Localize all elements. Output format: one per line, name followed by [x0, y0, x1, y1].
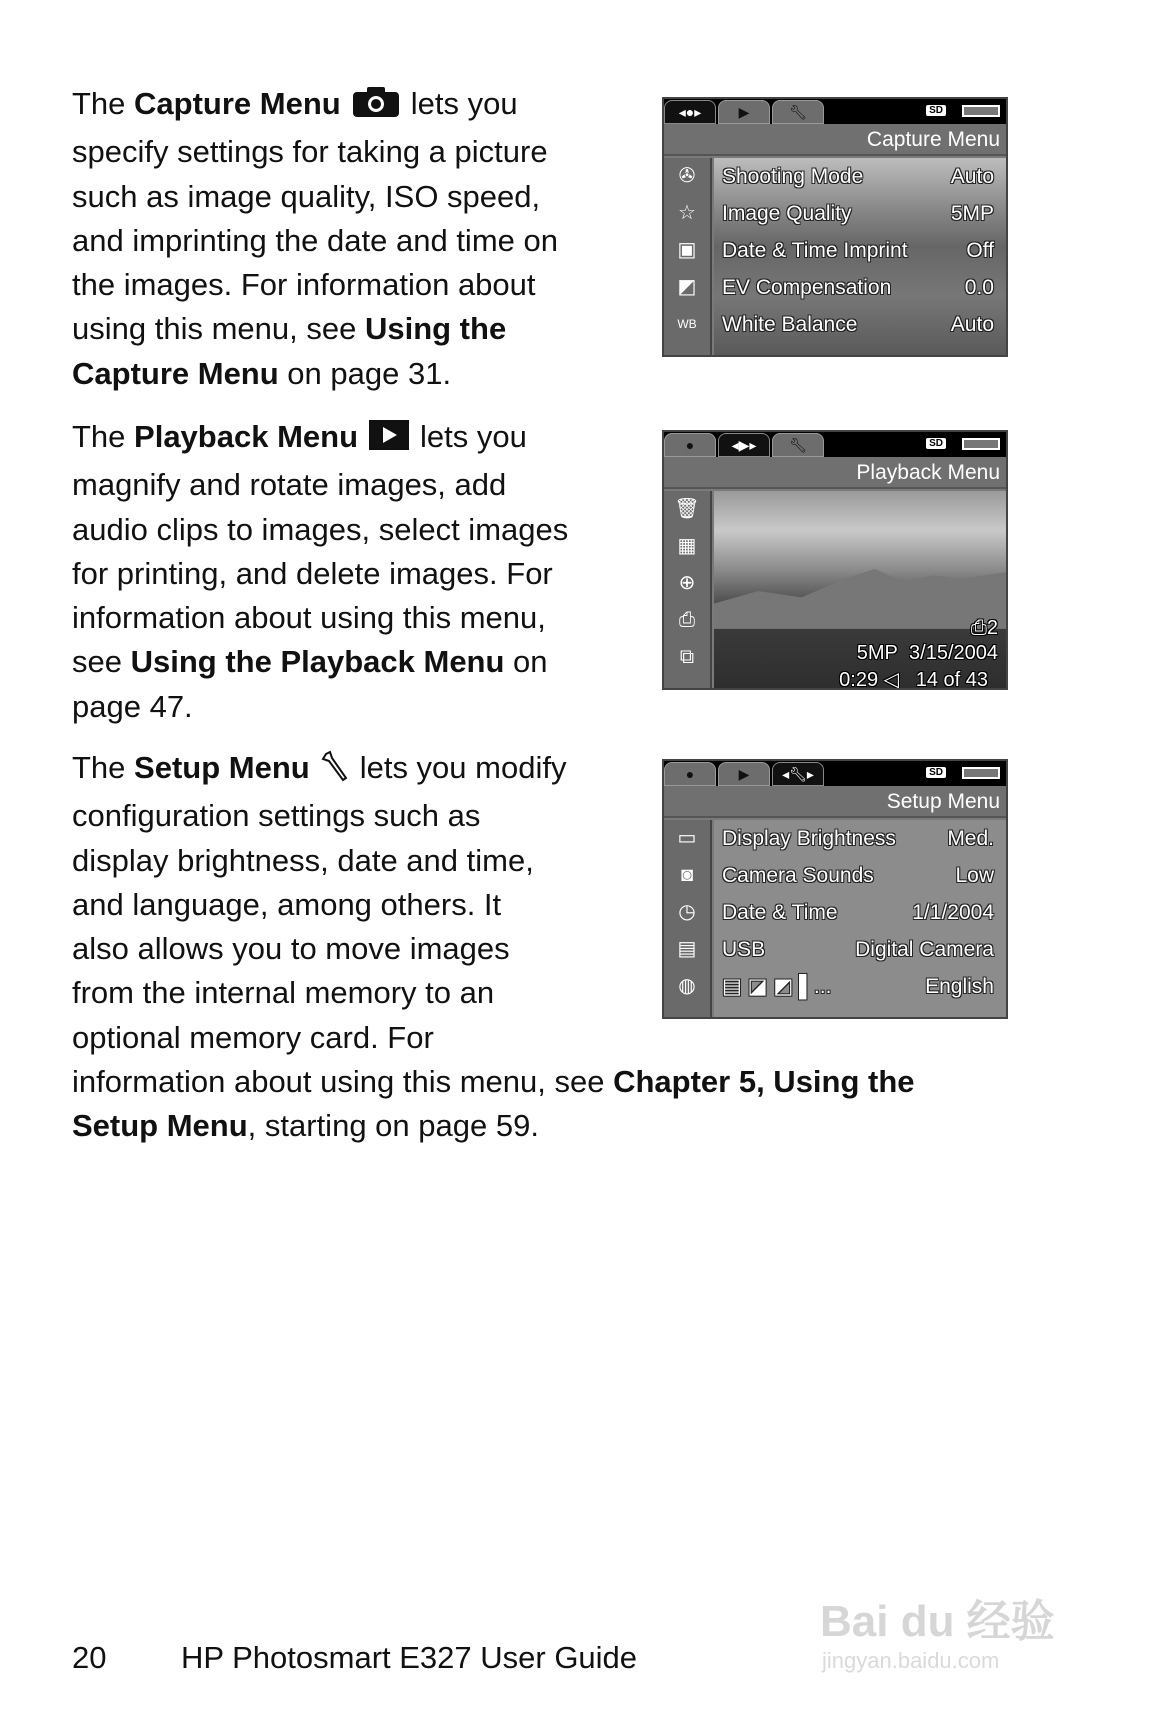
- menu-item[interactable]: [714, 195, 1006, 232]
- sd-card-icon: SD: [926, 438, 946, 449]
- bold-reference: Capture Menu: [72, 355, 279, 391]
- battery-icon: [962, 767, 1000, 779]
- text-line: [72, 1060, 915, 1104]
- menu-item[interactable]: [714, 857, 1006, 894]
- text-line: [72, 685, 568, 729]
- text-run: configuration settings such as: [72, 798, 481, 834]
- thumbnails-icon: ▦: [677, 535, 697, 557]
- text-run: using this menu, see: [72, 311, 365, 347]
- wb-icon: WB: [677, 317, 697, 331]
- text-run: optional memory card. For: [72, 1019, 434, 1055]
- menu-item-value: Digital Camera: [855, 938, 994, 961]
- text-line: [72, 552, 568, 596]
- menu-item[interactable]: [714, 306, 1006, 343]
- play-icon: [368, 419, 410, 463]
- text-run: specify settings for taking a picture: [72, 134, 548, 170]
- document-title: HP Photosmart E327 User Guide: [181, 1640, 638, 1675]
- date-imprint-icon: ▣: [677, 239, 697, 261]
- menu-title: Setup Menu: [664, 786, 1006, 818]
- trash-icon: 🗑︎: [674, 498, 700, 520]
- text-run: lets you modify: [359, 750, 567, 785]
- text-run: lets you: [410, 86, 518, 121]
- text-run: also allows you to move images: [72, 931, 510, 967]
- watermark-logo: Bai du 经验: [820, 1597, 1055, 1646]
- text-run: information about using this menu,: [72, 600, 546, 636]
- menu-item-value: 5MP: [950, 202, 994, 225]
- sd-card-icon: SD: [926, 105, 946, 116]
- text-line: [72, 1104, 915, 1148]
- menu-item-value: Off: [966, 239, 994, 262]
- text-run: the images. For information about: [72, 267, 536, 303]
- rotate-icon: ⧉: [679, 646, 695, 668]
- text-run: from the internal memory to an: [72, 975, 495, 1011]
- camera-icon: [351, 86, 401, 130]
- text-line: [72, 352, 558, 396]
- print-icon: ⎙: [679, 609, 695, 631]
- image-date: 3/15/2004: [909, 642, 998, 664]
- text-line: [72, 463, 568, 507]
- menu-item-label: Shooting Mode: [722, 165, 864, 188]
- globe-icon: ◍: [678, 975, 696, 997]
- menu-item-label: Camera Sounds: [722, 864, 874, 887]
- bold-reference: Playback Menu: [134, 419, 359, 454]
- text-run: on page 31.: [278, 355, 452, 391]
- capture-menu-screen: [662, 97, 1008, 357]
- image-counter: 14 of 43: [915, 669, 988, 690]
- text-line: [72, 219, 558, 263]
- menu-item-value: 1/1/2004: [912, 901, 994, 924]
- text-line: [72, 82, 558, 130]
- setup-tab-icon: 🔧︎: [772, 100, 824, 124]
- brightness-icon: ▭: [677, 827, 697, 849]
- setup-menu-screen: [662, 759, 1008, 1019]
- sd-card-icon: SD: [926, 767, 946, 778]
- playback-menu-screen: [662, 430, 1008, 690]
- menu-item[interactable]: [714, 931, 1006, 968]
- capture-tab-icon: ◂●▸: [664, 100, 716, 124]
- menu-item-value: 0.0: [964, 276, 994, 299]
- menu-item-label: Date & Time: [722, 901, 838, 924]
- photo-preview: [714, 491, 1006, 688]
- playback-menu-paragraph: [72, 415, 568, 729]
- bold-reference: Setup Menu: [134, 750, 310, 785]
- text-run: , starting on page 59.: [247, 1108, 539, 1144]
- menu-item-value: Auto: [950, 165, 994, 188]
- text-line: [72, 1016, 915, 1060]
- text-run: page 47.: [72, 688, 193, 724]
- image-quality: 5MP: [856, 642, 898, 664]
- text-run: such as image quality, ISO speed,: [72, 178, 541, 214]
- menu-item[interactable]: [714, 232, 1006, 269]
- playback-tab-icon: ▶: [718, 100, 770, 124]
- page-number: 20: [72, 1640, 107, 1675]
- shooting-mode-icon: ✇: [678, 165, 696, 187]
- text-line: [72, 596, 568, 640]
- ev-icon: ◩: [677, 276, 697, 298]
- menu-item[interactable]: [714, 894, 1006, 931]
- text-run: The: [72, 419, 135, 454]
- menu-item[interactable]: [714, 968, 1006, 1005]
- text-run: audio clips to images, select images: [72, 511, 569, 547]
- audio-length: 0:29: [839, 669, 879, 690]
- menu-title: Playback Menu: [664, 457, 1006, 489]
- text-run: The: [72, 86, 135, 121]
- text-run: lets you: [420, 419, 527, 454]
- text-line: [72, 130, 558, 174]
- text-run: and imprinting the date and time on: [72, 222, 558, 258]
- battery-icon: [962, 105, 1000, 117]
- capture-tab-icon: ●: [664, 433, 716, 457]
- text-run: on: [504, 644, 548, 680]
- bold-reference: Chapter 5, Using the: [613, 1064, 915, 1100]
- text-run: for printing, and delete images. For: [72, 555, 553, 591]
- date-time-icon: ◷: [678, 901, 696, 923]
- bold-reference: Capture Menu: [134, 86, 341, 121]
- text-run: magnify and rotate images, add: [72, 467, 507, 503]
- text-run: information about using this menu, see: [72, 1064, 614, 1100]
- text-line: [72, 640, 568, 684]
- menu-item[interactable]: [714, 158, 1006, 195]
- usb-computer-icon: ▤: [677, 938, 697, 960]
- menu-title: Capture Menu: [664, 124, 1006, 156]
- bold-reference: Using the: [364, 311, 507, 347]
- wrench-icon: [320, 750, 350, 794]
- playback-tab-icon: ◂▶▸: [718, 433, 770, 457]
- text-line: [72, 415, 568, 463]
- menu-item-label: ▤ ◪ ◩ ▌...: [722, 975, 832, 998]
- speaker-icon: ◁: [883, 669, 900, 690]
- text-run: see: [72, 644, 131, 680]
- playback-tab-icon: ▶: [718, 762, 770, 786]
- text-run: The: [72, 750, 135, 785]
- menu-item[interactable]: [714, 269, 1006, 306]
- menu-item-label: Date & Time Imprint: [722, 239, 908, 262]
- menu-item-value: English: [925, 975, 994, 998]
- menu-item-value: Low: [955, 864, 994, 887]
- setup-tab-icon: ◂🔧︎▸: [772, 762, 824, 786]
- text-line: [72, 263, 558, 307]
- menu-item-label: White Balance: [722, 313, 858, 336]
- camera-sounds-icon: ◙: [680, 864, 694, 886]
- menu-item-label: EV Compensation: [722, 276, 892, 299]
- menu-item-value: Med.: [947, 827, 994, 850]
- star-icon: ☆: [678, 202, 696, 224]
- mountain-image: [714, 566, 1006, 629]
- print-count: ⎙2: [970, 617, 998, 639]
- text-run: display brightness, date and time,: [72, 842, 534, 878]
- battery-icon: [962, 438, 1000, 450]
- magnify-icon: ⊕: [678, 572, 696, 594]
- text-run: and language, among others. It: [72, 886, 502, 922]
- menu-item-label: Image Quality: [722, 202, 852, 225]
- text-line: [72, 307, 558, 351]
- text-line: [72, 508, 568, 552]
- capture-tab-icon: ●: [664, 762, 716, 786]
- text-line: [72, 175, 558, 219]
- bold-reference: Setup Menu: [72, 1108, 248, 1144]
- menu-item-label: Display Brightness: [722, 827, 896, 850]
- setup-tab-icon: 🔧︎: [772, 433, 824, 457]
- menu-item-value: Auto: [950, 313, 994, 336]
- capture-menu-paragraph: [72, 82, 558, 396]
- menu-item-label: USB: [722, 938, 766, 961]
- bold-reference: Using the Playback Menu: [130, 644, 505, 680]
- menu-item[interactable]: [714, 820, 1006, 857]
- watermark-url: jingyan.baidu.com: [822, 1648, 1000, 1673]
